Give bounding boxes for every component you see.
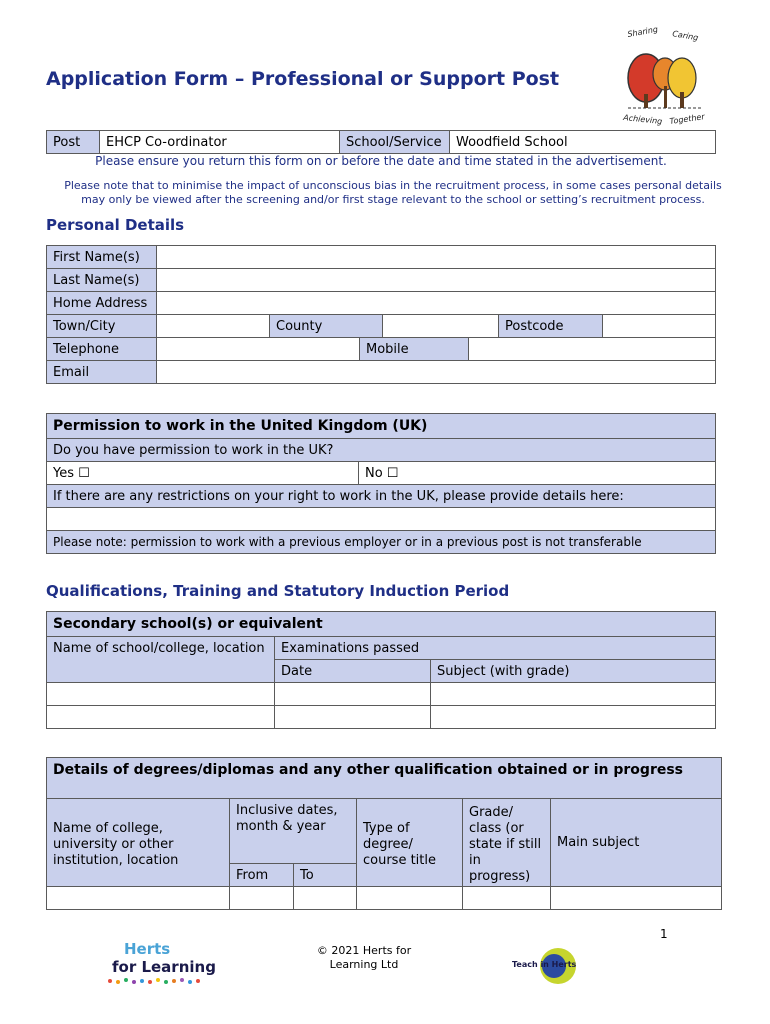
email-label: Email [47, 361, 157, 384]
degrees-from-cell[interactable] [230, 887, 294, 910]
secondary-name-cell[interactable] [47, 706, 275, 729]
secondary-subject-cell[interactable] [431, 706, 716, 729]
first-name-label: First Name(s) [47, 246, 157, 269]
last-name-field[interactable] [157, 269, 716, 292]
herts-for-learning-logo [106, 940, 236, 990]
secondary-date-cell[interactable] [275, 706, 431, 729]
school-label: School/Service [340, 131, 450, 154]
degrees-subject-col: Main subject [551, 799, 722, 887]
town-label: Town/City [47, 315, 157, 338]
yes-checkbox[interactable]: Yes ☐ [47, 462, 359, 485]
secondary-name-col: Name of school/college, location [47, 637, 275, 683]
home-address-field[interactable] [157, 292, 716, 315]
postcode-field[interactable] [603, 315, 716, 338]
first-name-field[interactable] [157, 246, 716, 269]
subject-col: Subject (with grade) [431, 660, 716, 683]
school-logo [620, 26, 710, 126]
secondary-table [46, 611, 716, 729]
email-field[interactable] [157, 361, 716, 384]
svg-text:Sharing: Sharing [626, 26, 659, 39]
svg-text:Together: Together [669, 112, 706, 126]
hfl-logo-dots [106, 976, 226, 986]
secondary-date-cell[interactable] [275, 683, 431, 706]
hfl-logo-line2: for Learning [112, 958, 216, 976]
secondary-name-cell[interactable] [47, 683, 275, 706]
degrees-heading: Details of degrees/diplomas and any other qualification obtained or in progress [47, 758, 722, 799]
exams-passed-label: Examinations passed [275, 637, 716, 660]
no-checkbox[interactable]: No ☐ [359, 462, 716, 485]
return-note: Please ensure you return this form on or before the date and time stated in the advertisement. [95, 154, 667, 168]
restrictions-label: If there are any restrictions on your right to work in the UK, please provide details here: [47, 485, 716, 508]
postcode-label: Postcode [499, 315, 603, 338]
personal-details-table [46, 245, 716, 384]
mobile-label: Mobile [360, 338, 469, 361]
degrees-from-col: From [230, 864, 294, 887]
copyright-line2: Learning Ltd [329, 958, 399, 971]
degrees-type-cell[interactable] [357, 887, 463, 910]
home-address-label: Home Address [47, 292, 157, 315]
degrees-subject-cell[interactable] [551, 887, 722, 910]
qualifications-heading: Qualifications, Training and Statutory Induction Period [46, 582, 510, 600]
permission-table [46, 413, 716, 554]
school-value[interactable]: Woodfield School [450, 131, 716, 154]
svg-text:Achieving: Achieving [622, 113, 663, 126]
post-table [46, 130, 716, 154]
last-name-label: Last Name(s) [47, 269, 157, 292]
personal-details-heading: Personal Details [46, 216, 185, 234]
permission-question: Do you have permission to work in the UK? [47, 439, 716, 462]
teach-logo-text: Teach in Herts [512, 960, 577, 969]
teach-in-herts-logo [510, 946, 580, 986]
degrees-table [46, 757, 722, 910]
degrees-grade-col: Grade/ class (or state if still in progress) [463, 799, 551, 887]
svg-text:Caring: Caring [671, 29, 699, 43]
degrees-name-cell[interactable] [47, 887, 230, 910]
restrictions-field[interactable] [47, 508, 716, 531]
secondary-heading: Secondary school(s) or equivalent [47, 612, 716, 637]
bias-note-line2: may only be viewed after the screening and/or first stage relevant to the school or setting’s recruitment process. [81, 193, 705, 206]
post-value[interactable]: EHCP Co-ordinator [100, 131, 340, 154]
telephone-field[interactable] [157, 338, 360, 361]
degrees-to-col: To [294, 864, 357, 887]
page-title: Application Form – Professional or Support Post [46, 68, 560, 90]
hfl-logo-line1: Herts [124, 940, 171, 958]
degrees-name-col: Name of college, university or other institution, location [47, 799, 230, 887]
degrees-type-col: Type of degree/ course title [357, 799, 463, 887]
degrees-dates-col: Inclusive dates, month & year [230, 799, 357, 864]
telephone-label: Telephone [47, 338, 157, 361]
county-label: County [270, 315, 383, 338]
permission-note: Please note: permission to work with a previous employer or in a previous post is not transferable [47, 531, 716, 554]
town-field[interactable] [157, 315, 270, 338]
page-number: 1 [660, 927, 668, 941]
county-field[interactable] [383, 315, 499, 338]
degrees-to-cell[interactable] [294, 887, 357, 910]
mobile-field[interactable] [469, 338, 716, 361]
date-col: Date [275, 660, 431, 683]
secondary-subject-cell[interactable] [431, 683, 716, 706]
copyright-line1: © 2021 Herts for [316, 944, 412, 957]
bias-note-line1: Please note that to minimise the impact of unconscious bias in the recruitment process, in some cases personal details [64, 179, 722, 192]
degrees-grade-cell[interactable] [463, 887, 551, 910]
post-label: Post [47, 131, 100, 154]
permission-heading: Permission to work in the United Kingdom (UK) [47, 414, 716, 439]
